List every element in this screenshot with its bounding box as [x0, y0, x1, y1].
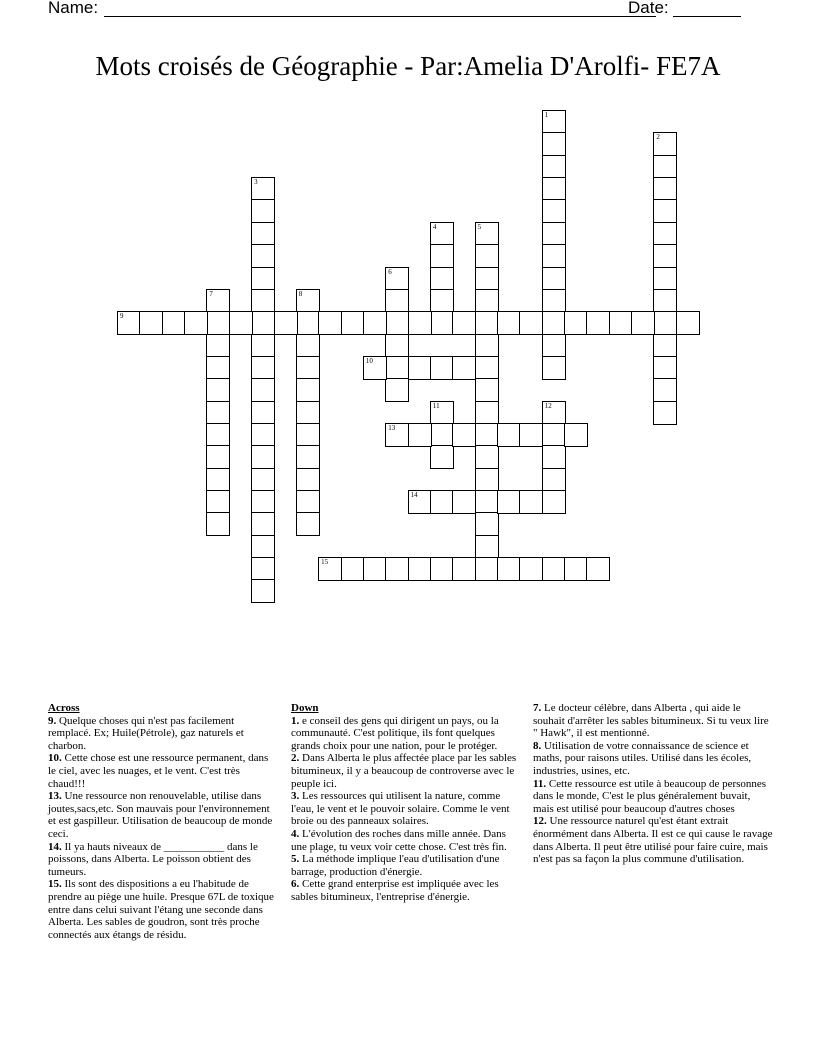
- crossword-cell[interactable]: [542, 267, 566, 291]
- crossword-cell[interactable]: [475, 222, 499, 246]
- clue-number-label: 1: [544, 111, 549, 119]
- down-clue-list: [291, 715, 523, 904]
- crossword-cell[interactable]: [653, 177, 677, 201]
- clue-item: [533, 778, 773, 816]
- clue-item: [48, 752, 278, 790]
- crossword-cell[interactable]: [251, 579, 275, 603]
- clue-text: Une ressource naturel qu'est étant extrait énormément dans Alberta. Il est ce qui cause le ravage dans Alberta. Il peut être utilisé pour faire cuire, mais n'est pas sa façon la plus commune d'utilisation.: [533, 815, 773, 866]
- crossword-cell[interactable]: [452, 311, 476, 335]
- crossword-cell[interactable]: [385, 311, 409, 335]
- crossword-cell[interactable]: [653, 267, 677, 291]
- crossword-cell[interactable]: [452, 423, 476, 447]
- clue-text: Il ya hauts niveaux de ___________ dans le poissons, dans Alberta. Le poisson obtient des tumeurs.: [48, 840, 258, 878]
- clue-number-label: 8: [298, 289, 303, 298]
- clue-item: [291, 752, 523, 790]
- crossword-cell[interactable]: [475, 378, 499, 402]
- crossword-cell[interactable]: [206, 356, 230, 380]
- clue-number-label: 6: [388, 267, 392, 276]
- clue-number-label: 15: [321, 558, 329, 566]
- crossword-cell[interactable]: [542, 445, 566, 469]
- clue-text: Cette grand enterprise est impliquée avec les sables bitumineux, l'entreprise d'énergie.: [291, 878, 499, 903]
- clue-number-label: 10: [365, 356, 373, 365]
- crossword-cell[interactable]: [430, 490, 454, 514]
- crossword-cell[interactable]: [296, 423, 320, 447]
- crossword-cell[interactable]: [475, 445, 499, 469]
- crossword-cell[interactable]: [408, 356, 432, 380]
- clue-number-label: 4: [432, 222, 437, 231]
- clue-text: Le docteur célèbre, dans Alberta , qui aide le souhait d'arrêter les sables bitumineux. Si tu veux lire " Hawk", il est mentionné.: [533, 702, 769, 740]
- clue-number-label: 13: [388, 423, 396, 432]
- crossword-cell[interactable]: [206, 289, 230, 313]
- crossword-cell[interactable]: [385, 557, 409, 581]
- crossword-cell[interactable]: [475, 401, 499, 425]
- crossword-cell[interactable]: [430, 445, 454, 469]
- crossword-cell[interactable]: [452, 557, 476, 581]
- clue-item: [533, 740, 773, 778]
- clue-text: La méthode implique l'eau d'utilisation d'une barrage, production d'énergie.: [291, 853, 500, 878]
- crossword-cell[interactable]: [475, 490, 499, 514]
- clue-text: Ils sont des dispositions a eu l'habitude de prendre au piège une huile. Presque 67L de toxique entre dans celui suivant l'étang une seconde dans Alberta. Les sables de goudron, sont très proche connectés aux étangs de résidu.: [48, 878, 274, 941]
- crossword-cell[interactable]: [408, 423, 432, 447]
- crossword-cell[interactable]: [385, 378, 409, 402]
- crossword-cell[interactable]: [385, 267, 409, 291]
- crossword-cell[interactable]: [586, 311, 610, 335]
- crossword-cell[interactable]: [229, 311, 253, 335]
- crossword-cell[interactable]: [542, 468, 566, 492]
- crossword-cell[interactable]: [206, 490, 230, 514]
- crossword-cell[interactable]: [296, 401, 320, 425]
- crossword-cell[interactable]: [363, 311, 387, 335]
- crossword-cell[interactable]: [542, 155, 566, 179]
- crossword-cell[interactable]: [206, 378, 230, 402]
- crossword-cell[interactable]: [117, 311, 141, 335]
- crossword-cell[interactable]: [296, 334, 320, 358]
- clue-number: 13.: [48, 790, 62, 803]
- crossword-cell[interactable]: [318, 557, 342, 581]
- clue-number-label: 11: [432, 401, 440, 410]
- clue-text: Dans Alberta le plus affectée place par les sables bitumineux, il y a beaucoup de controverse avec le peuple ici.: [291, 752, 517, 790]
- crossword-cell[interactable]: [251, 334, 275, 358]
- crossword-cell[interactable]: [475, 334, 499, 358]
- crossword-cell[interactable]: [653, 199, 677, 223]
- across-clues: [48, 702, 278, 941]
- clue-text: Utilisation de votre connaissance de science et maths, pour raisons utiles. Utilisé dans les écoles, industries, usines, etc.: [533, 739, 752, 777]
- crossword-cell[interactable]: [251, 289, 275, 313]
- clue-number: 4.: [291, 827, 300, 840]
- down-clue-list-continued: [533, 702, 773, 866]
- crossword-cell[interactable]: [206, 445, 230, 469]
- crossword-cell[interactable]: [251, 222, 275, 246]
- crossword-cell[interactable]: [251, 535, 275, 559]
- crossword-cell[interactable]: [408, 490, 432, 514]
- crossword-cell[interactable]: [542, 401, 566, 425]
- crossword-cell[interactable]: [430, 356, 454, 380]
- crossword-cell[interactable]: [296, 445, 320, 469]
- clue-item: [48, 841, 278, 879]
- crossword-cell[interactable]: [519, 490, 543, 514]
- crossword-cell[interactable]: [653, 334, 677, 358]
- clue-number: 1.: [291, 714, 300, 727]
- crossword-cell[interactable]: [497, 423, 521, 447]
- crossword-cell[interactable]: [542, 244, 566, 268]
- crossword-cell[interactable]: [475, 311, 499, 335]
- crossword-cell[interactable]: [385, 423, 409, 447]
- crossword-cell[interactable]: [206, 423, 230, 447]
- clue-item: [291, 878, 523, 903]
- crossword-cell[interactable]: [296, 490, 320, 514]
- clue-item: [48, 790, 278, 840]
- crossword-cell[interactable]: [542, 490, 566, 514]
- crossword-cell[interactable]: [430, 222, 454, 246]
- crossword-cell[interactable]: [408, 557, 432, 581]
- crossword-cell[interactable]: [564, 311, 588, 335]
- crossword-cell[interactable]: [341, 311, 365, 335]
- clue-item: [48, 878, 278, 941]
- crossword-cell[interactable]: [542, 222, 566, 246]
- crossword-cell[interactable]: [475, 557, 499, 581]
- crossword-cell[interactable]: [519, 423, 543, 447]
- clue-item: [291, 715, 523, 753]
- crossword-cell[interactable]: [609, 311, 633, 335]
- crossword-cell[interactable]: [542, 199, 566, 223]
- crossword-cell[interactable]: [653, 222, 677, 246]
- down-clues: [291, 702, 523, 904]
- crossword-cell[interactable]: [475, 512, 499, 536]
- crossword-cell[interactable]: [475, 356, 499, 380]
- crossword-cell[interactable]: [430, 557, 454, 581]
- crossword-cell[interactable]: [430, 289, 454, 313]
- crossword-cell[interactable]: [542, 356, 566, 380]
- clue-number-label: 9: [120, 312, 124, 321]
- crossword-cell[interactable]: [519, 311, 543, 335]
- clue-item: [291, 790, 523, 828]
- clue-item: [533, 702, 773, 740]
- name-label: Name:: [48, 0, 99, 17]
- clue-text: Une ressource non renouvelable, utilise dans joutes,sacs,etc. Son mauvais pour l'environnement et est gaspilleur. Utilisation de beaucoup de monde ceci.: [48, 790, 273, 840]
- crossword-cell[interactable]: [251, 378, 275, 402]
- crossword-cell[interactable]: [430, 311, 454, 335]
- crossword-cell[interactable]: [251, 177, 275, 201]
- crossword-cell[interactable]: [475, 244, 499, 268]
- crossword-cell[interactable]: [296, 289, 320, 313]
- crossword-cell[interactable]: [653, 356, 677, 380]
- crossword-cell[interactable]: [497, 557, 521, 581]
- clue-number-label: 14: [410, 491, 418, 499]
- crossword-cell[interactable]: [676, 311, 700, 335]
- crossword-cell[interactable]: [542, 132, 566, 156]
- down-heading: Down: [291, 702, 319, 714]
- crossword-cell[interactable]: [519, 557, 543, 581]
- crossword-cell[interactable]: [251, 311, 275, 335]
- crossword-cell[interactable]: [542, 311, 566, 335]
- crossword-cell[interactable]: [296, 311, 320, 335]
- crossword-cell[interactable]: [452, 356, 476, 380]
- crossword-cell[interactable]: [139, 311, 163, 335]
- crossword-cell[interactable]: [251, 199, 275, 223]
- clue-number-label: 12: [544, 401, 552, 410]
- clue-text: e conseil des gens qui dirigent un pays, ou la communauté. C'est politique, ils font quelques grands choix pour une nation, pour le protéger.: [291, 714, 499, 752]
- crossword-cell[interactable]: [251, 468, 275, 492]
- crossword-cell[interactable]: [206, 401, 230, 425]
- crossword-cell[interactable]: [296, 468, 320, 492]
- clue-number: 11.: [533, 777, 547, 790]
- clue-number: 8.: [533, 739, 542, 752]
- crossword-cell[interactable]: [475, 468, 499, 492]
- crossword-cell[interactable]: [475, 267, 499, 291]
- clue-number: 2.: [291, 752, 300, 765]
- crossword-cell[interactable]: [363, 356, 387, 380]
- crossword-cell[interactable]: [653, 132, 677, 156]
- crossword-cell[interactable]: [430, 423, 454, 447]
- crossword-cell[interactable]: [341, 557, 365, 581]
- clue-text: Cette ressource est utile à beaucoup de personnes dans le monde, C'est le plus généralement buvait, mais est utilisé pour beaucoup d'autres choses: [533, 777, 767, 815]
- crossword-cell[interactable]: [653, 311, 677, 335]
- clue-number: 12.: [533, 815, 547, 828]
- crossword-cell[interactable]: [206, 311, 230, 335]
- crossword-cell[interactable]: [206, 468, 230, 492]
- crossword-cell[interactable]: [251, 244, 275, 268]
- crossword-cell[interactable]: [430, 401, 454, 425]
- clue-item: [291, 853, 523, 878]
- crossword-cell[interactable]: [586, 557, 610, 581]
- clue-number: 14.: [48, 840, 62, 853]
- crossword-cell[interactable]: [542, 289, 566, 313]
- clue-number: 3.: [291, 790, 300, 803]
- crossword-cell[interactable]: [206, 512, 230, 536]
- crossword-cell[interactable]: [385, 356, 409, 380]
- clue-number: 9.: [48, 714, 57, 727]
- clue-text: Cette chose est une ressource permanent, dans le ciel, avec les nuages, et le vent. C'est très chaud!!!: [48, 752, 269, 790]
- clue-number-label: 2: [656, 133, 660, 142]
- crossword-cell[interactable]: [251, 512, 275, 536]
- crossword-cell[interactable]: [564, 423, 588, 447]
- clue-item: [48, 715, 278, 753]
- clue-text: Quelque choses qui n'est pas facilement remplacé. Ex; Huile(Pétrole), gaz naturels et charbon.: [48, 714, 244, 752]
- clue-item: [533, 815, 773, 865]
- clue-text: Les ressources qui utilisent la nature, comme l'eau, le vent et le pouvoir solaire. Comme le vent broie ou des panneaux solaires.: [291, 790, 510, 828]
- clue-item: [291, 828, 523, 853]
- crossword-cell[interactable]: [653, 378, 677, 402]
- crossword-cell[interactable]: [542, 110, 566, 134]
- across-heading: Across: [48, 702, 80, 714]
- clue-number: 10.: [48, 752, 62, 765]
- clue-number-label: 3: [254, 178, 258, 187]
- crossword-cell[interactable]: [251, 557, 275, 581]
- crossword-cell[interactable]: [653, 289, 677, 313]
- crossword-cell[interactable]: [475, 535, 499, 559]
- clue-number-label: 5: [477, 222, 482, 231]
- crossword-cell[interactable]: [296, 356, 320, 380]
- crossword-cell[interactable]: [430, 267, 454, 291]
- crossword-cell[interactable]: [475, 289, 499, 313]
- crossword-cell[interactable]: [653, 244, 677, 268]
- crossword-cell[interactable]: [385, 289, 409, 313]
- crossword-cell[interactable]: [318, 311, 342, 335]
- crossword-cell[interactable]: [184, 311, 208, 335]
- crossword-cell[interactable]: [251, 490, 275, 514]
- clue-number: 15.: [48, 878, 62, 891]
- clue-number-label: 7: [209, 289, 213, 298]
- clue-number: 6.: [291, 878, 300, 891]
- crossword-cell[interactable]: [385, 334, 409, 358]
- crossword-cell[interactable]: [475, 423, 499, 447]
- crossword-cell[interactable]: [542, 423, 566, 447]
- page-title: Mots croisés de Géographie - Par:Amelia D'Arolfi- FE7A: [95, 51, 721, 81]
- crossword-cell[interactable]: [408, 311, 432, 335]
- crossword-cell[interactable]: [251, 267, 275, 291]
- down-clues-continued: [533, 702, 773, 866]
- crossword-cell[interactable]: [452, 490, 476, 514]
- clue-text: L'évolution des roches dans mille année. Dans une plage, tu veux voir cette chose. C'est très fin.: [291, 827, 507, 853]
- crossword-cell[interactable]: [363, 557, 387, 581]
- date-label: Date:: [628, 0, 669, 17]
- crossword-cell[interactable]: [206, 334, 230, 358]
- crossword-cell[interactable]: [497, 311, 521, 335]
- crossword-cell[interactable]: [251, 423, 275, 447]
- crossword-cell[interactable]: [542, 334, 566, 358]
- crossword-cell[interactable]: [296, 378, 320, 402]
- crossword-cell[interactable]: [251, 401, 275, 425]
- crossword-cell[interactable]: [274, 311, 298, 335]
- clue-number: 7.: [533, 702, 542, 714]
- crossword-cell[interactable]: [631, 311, 655, 335]
- crossword-cell[interactable]: [430, 244, 454, 268]
- crossword-cell[interactable]: [564, 557, 588, 581]
- across-clue-list: [48, 715, 278, 942]
- crossword-cell[interactable]: [653, 401, 677, 425]
- crossword-cell[interactable]: [296, 512, 320, 536]
- crossword-cell[interactable]: [542, 177, 566, 201]
- clue-number: 5.: [291, 853, 300, 866]
- crossword-cell[interactable]: [542, 557, 566, 581]
- crossword-cell[interactable]: [251, 356, 275, 380]
- crossword-cell[interactable]: [162, 311, 186, 335]
- crossword-cell[interactable]: [251, 445, 275, 469]
- crossword-cell[interactable]: [653, 155, 677, 179]
- crossword-cell[interactable]: [497, 490, 521, 514]
